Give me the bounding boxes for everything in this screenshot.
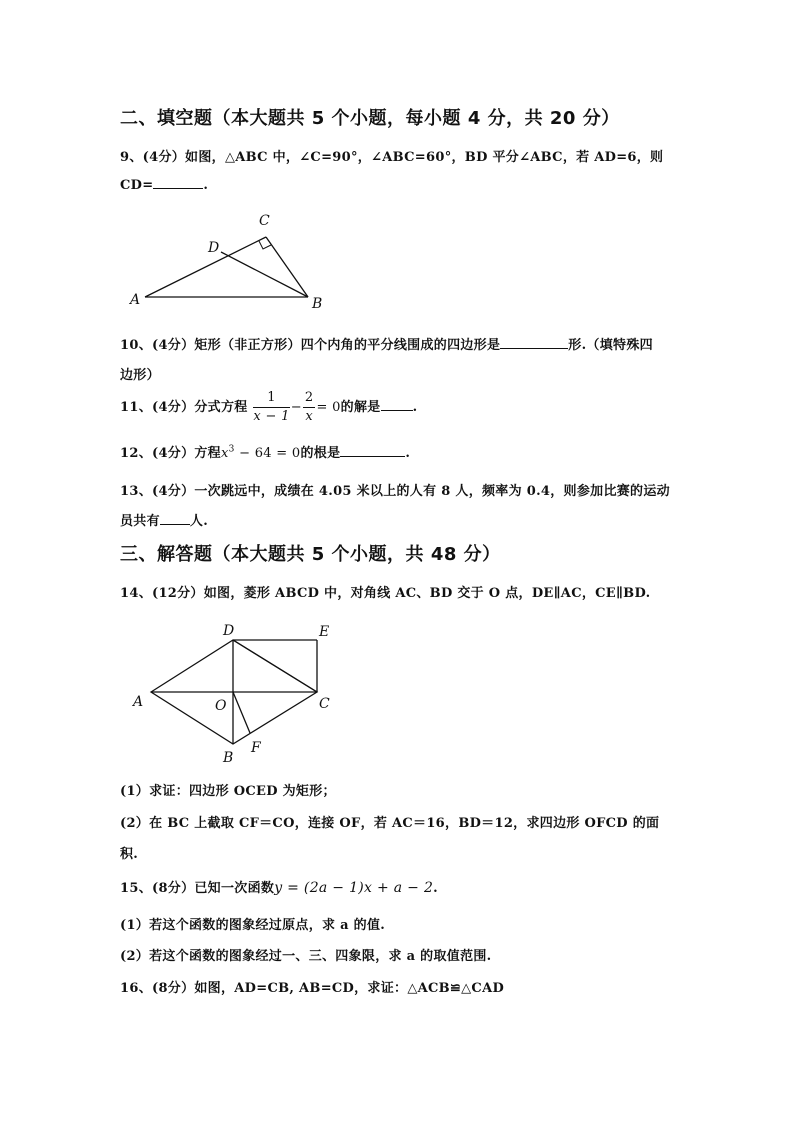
question-10-text-end: 形.（填特殊四	[568, 338, 653, 353]
question-10-line-1	[120, 334, 653, 353]
question-15-end: .	[433, 881, 438, 896]
fig14-label-e: E	[319, 624, 330, 640]
section-2-title: 二、填空题（本大题共 5 个小题，每小题 4 分，共 20 分）	[120, 108, 620, 129]
equation-variable: x	[221, 446, 229, 461]
question-15-text: 15、(8分）已知一次函数	[120, 881, 275, 896]
question-9-cd-label: CD=	[120, 178, 154, 193]
question-9-figure	[120, 208, 340, 318]
question-11-text: 11、(4分）分式方程	[120, 400, 248, 415]
question-13-end: 人.	[189, 514, 209, 529]
fig9-label-c: C	[259, 213, 270, 229]
question-11-end: .	[412, 400, 418, 415]
question-11-equals: = 0	[316, 400, 341, 415]
question-15-part-2: (2）若这个函数的图象经过一、三、四象限，求 a 的取值范围.	[120, 949, 492, 964]
question-11-text-mid: 的解是	[340, 400, 381, 415]
question-13-line-1: 13、(4分）一次跳远中，成绩在 4.05 米以上的人有 8 人，频率为 0.4，则参加比赛的运动	[120, 484, 670, 499]
question-12-text-mid: 的根是	[300, 446, 341, 461]
equation-rest: − 64 = 0	[234, 446, 301, 461]
question-11-blank	[381, 398, 413, 411]
question-15-function: y = (2a − 1)x + a − 2	[274, 880, 434, 896]
question-11-fraction-1	[253, 389, 289, 426]
question-12-end: .	[405, 446, 411, 461]
equation-exponent: 3	[228, 444, 235, 455]
question-11-minus: −	[290, 400, 302, 415]
fig14-label-b: B	[223, 750, 234, 766]
fig14-label-a: A	[133, 694, 144, 710]
question-11-fraction-2	[303, 389, 316, 426]
question-9-answer-line	[120, 176, 208, 193]
fig14-label-o: O	[215, 698, 227, 714]
question-12-blank	[340, 444, 405, 457]
question-11-line	[120, 389, 417, 426]
fraction-2-numerator: 2	[303, 389, 316, 408]
question-13-line-2	[120, 510, 208, 529]
fraction-2-denominator: x	[305, 409, 313, 424]
question-16-text: 16、(8分）如图，AD=CB, AB=CD，求证：△ACB≌△CAD	[120, 981, 505, 996]
question-9-text: 9、(4分）如图，△ABC 中，∠C=90°，∠ABC=60°，BD 平分∠ABC，若 AD=6，则	[120, 150, 664, 165]
question-14-figure	[125, 612, 355, 772]
question-15-part-1: (1）若这个函数的图象经过原点，求 a 的值.	[120, 918, 386, 933]
fraction-1-numerator: 1	[253, 389, 289, 408]
question-12-equation	[221, 446, 301, 461]
fig9-label-a: A	[130, 292, 141, 308]
question-14-part-2-line-2: 积.	[120, 847, 139, 862]
fig9-label-b: B	[312, 296, 323, 312]
fig14-label-f: F	[251, 740, 261, 756]
question-14-text: 14、(12分）如图，菱形 ABCD 中，对角线 AC、BD 交于 O 点，DE∥AC，CE∥BD.	[120, 586, 651, 601]
question-14-part-2-line-1: (2）在 BC 上截取 CF＝CO，连接 OF，若 AC＝16，BD＝12，求四边形 OFCD 的面	[120, 816, 660, 831]
question-9-end: .	[203, 178, 209, 193]
question-10-line-2: 边形）	[120, 368, 160, 383]
section-3-title: 三、解答题（本大题共 5 个小题，共 48 分）	[120, 544, 501, 565]
question-9-blank	[153, 176, 203, 189]
fig14-label-d: D	[223, 623, 235, 639]
question-13-blank	[160, 512, 190, 525]
fig9-label-d: D	[208, 240, 220, 256]
question-12-line	[120, 442, 410, 461]
question-14-part-1: (1）求证：四边形 OCED 为矩形；	[120, 784, 336, 799]
question-10-blank	[500, 336, 568, 349]
question-12-text: 12、(4分）方程	[120, 446, 221, 461]
fig14-label-c: C	[319, 696, 330, 712]
question-10-text: 10、(4分）矩形（非正方形）四个内角的平分线围成的四边形是	[120, 338, 501, 353]
fraction-1-denominator: x − 1	[253, 409, 290, 424]
question-15-line	[120, 877, 438, 896]
question-13-text: 员共有	[120, 514, 160, 529]
